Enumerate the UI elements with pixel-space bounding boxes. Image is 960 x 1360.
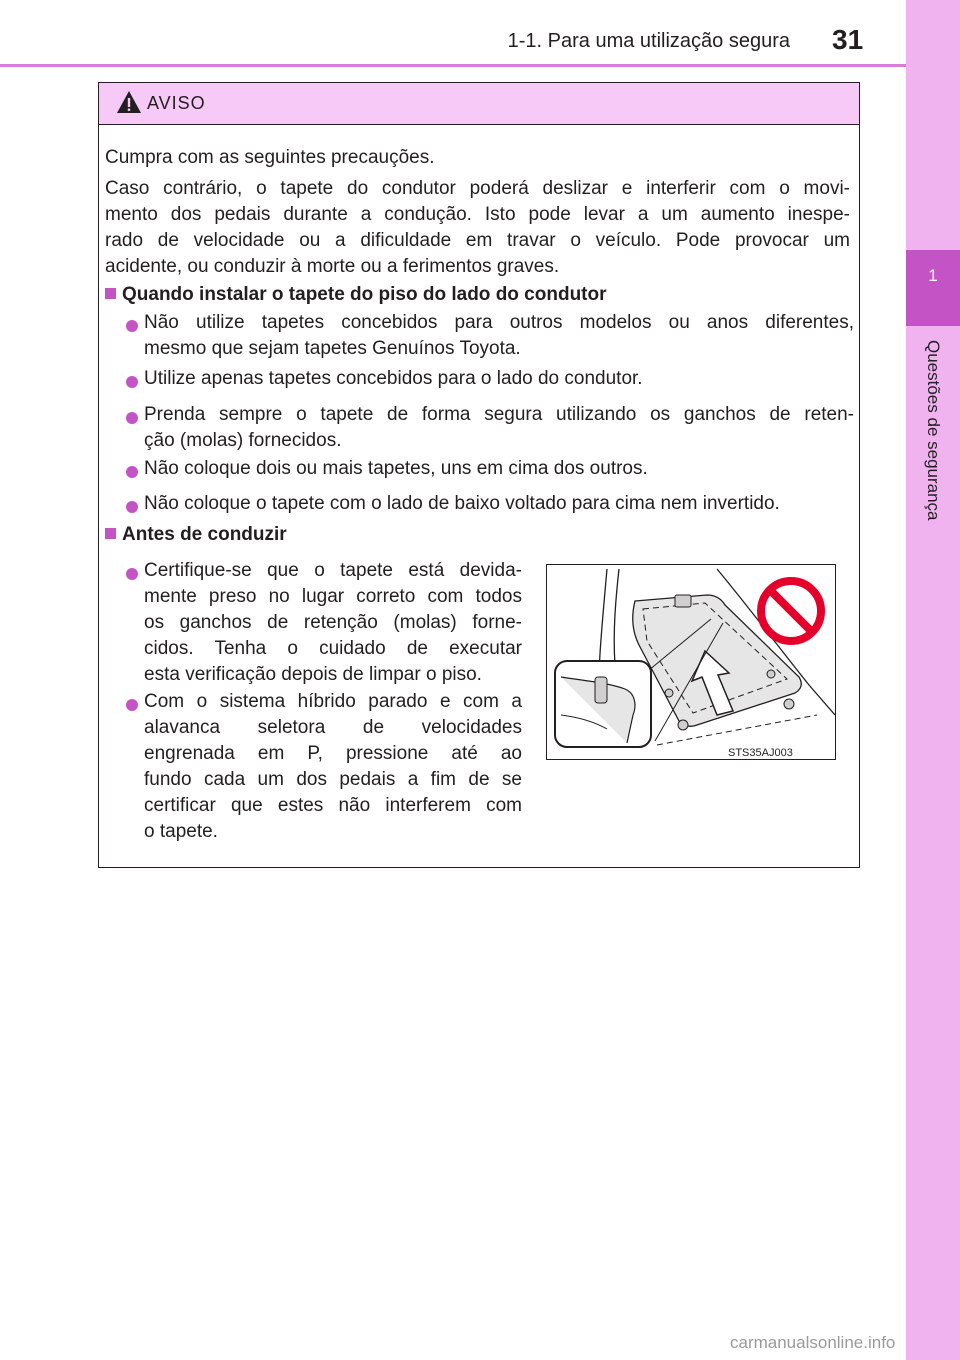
section1-heading	[105, 282, 850, 308]
bullet-line: os ganchos de retenção (molas) forne-	[144, 612, 522, 633]
section2-bullet-2	[144, 689, 522, 845]
bullet-dot-icon	[126, 376, 138, 388]
page-number: 31	[832, 24, 864, 55]
bullet-dot-icon	[126, 320, 138, 332]
warning-header	[99, 83, 859, 125]
bullet-line: o tapete.	[144, 821, 218, 842]
chapter-side-tab	[906, 0, 960, 1360]
warning-intro: Cumpra com as seguintes precauções.	[105, 147, 435, 168]
floor-mat-drawing	[547, 565, 835, 759]
section2-bullet-1	[144, 558, 522, 688]
section-title: 1-1. Para uma utilização segura	[507, 30, 790, 52]
bullet-line: mesmo que sejam tapetes Genuínos Toyota.	[144, 338, 521, 359]
section-bullet-icon	[105, 528, 116, 539]
bullet-line: alavanca seletora de velocidades	[144, 717, 522, 738]
chapter-number: 1	[906, 250, 960, 326]
bullet-line: esta verificação depois de limpar o piso.	[144, 664, 482, 685]
header-rule	[0, 64, 906, 67]
section1-bullet-3	[144, 402, 854, 454]
bullet-line: Não coloque dois ou mais tapetes, uns em cima dos outros.	[144, 458, 648, 479]
bullet-line: Com o sistema híbrido parado e com a	[144, 691, 522, 712]
bullet-line: Não coloque o tapete com o lado de baixo voltado para cima nem invertido.	[144, 493, 780, 514]
bullet-line: certificar que estes não interferem com	[144, 795, 522, 816]
footer-watermark[interactable]: carmanualsonline.info	[730, 1333, 896, 1352]
section1-bullet-5	[144, 491, 856, 517]
section-bullet-icon	[105, 288, 116, 299]
bullet-dot-icon	[126, 501, 138, 513]
bullet-line: Utilize apenas tapetes concebidos para o lado do condutor.	[144, 368, 643, 389]
bullet-dot-icon	[126, 568, 138, 580]
section1-bullet-2	[144, 366, 854, 392]
paragraph-line: rado de velocidade ou a dificuldade em travar o veículo. Pode provocar um	[105, 230, 850, 251]
paragraph-line: Caso contrário, o tapete do condutor poderá deslizar e interferir com o movi-	[105, 178, 850, 199]
bullet-line: fundo cada um dos pedais a fim de se	[144, 769, 522, 790]
bullet-line: Não utilize tapetes concebidos para outros modelos ou anos diferentes,	[144, 312, 854, 333]
bullet-line: ção (molas) fornecidos.	[144, 430, 342, 451]
bullet-line: cidos. Tenha o cuidado de executar	[144, 638, 522, 659]
figure-code: STS35AJ003	[728, 747, 793, 759]
paragraph-line: mento dos pedais durante a condução. Isto pode levar a um aumento inespe-	[105, 204, 850, 225]
bullet-line: mente preso no lugar correto com todos	[144, 586, 522, 607]
bullet-dot-icon	[126, 699, 138, 711]
bullet-dot-icon	[126, 412, 138, 424]
bullet-dot-icon	[126, 466, 138, 478]
bullet-line: Certifique-se que o tapete está devida-	[144, 560, 522, 581]
paragraph-line: acidente, ou conduzir à morte ou a ferimentos graves.	[105, 256, 560, 277]
bullet-line: Prenda sempre o tapete de forma segura utilizando os ganchos de reten-	[144, 404, 854, 425]
warning-triangle-icon	[116, 89, 142, 115]
chapter-title: Questões de segurança	[924, 340, 943, 521]
floor-mat-illustration	[546, 564, 836, 760]
warning-paragraph	[105, 176, 850, 280]
section1-bullet-4	[144, 456, 854, 482]
section1-bullet-1	[144, 310, 854, 362]
bullet-line: engrenada em P, pressione até ao	[144, 743, 522, 764]
section1-heading-text: Quando instalar o tapete do piso do lado do condutor	[122, 284, 607, 305]
warning-label: AVISO	[147, 93, 206, 113]
section2-heading	[105, 522, 850, 548]
section2-heading-text: Antes de conduzir	[122, 524, 287, 545]
